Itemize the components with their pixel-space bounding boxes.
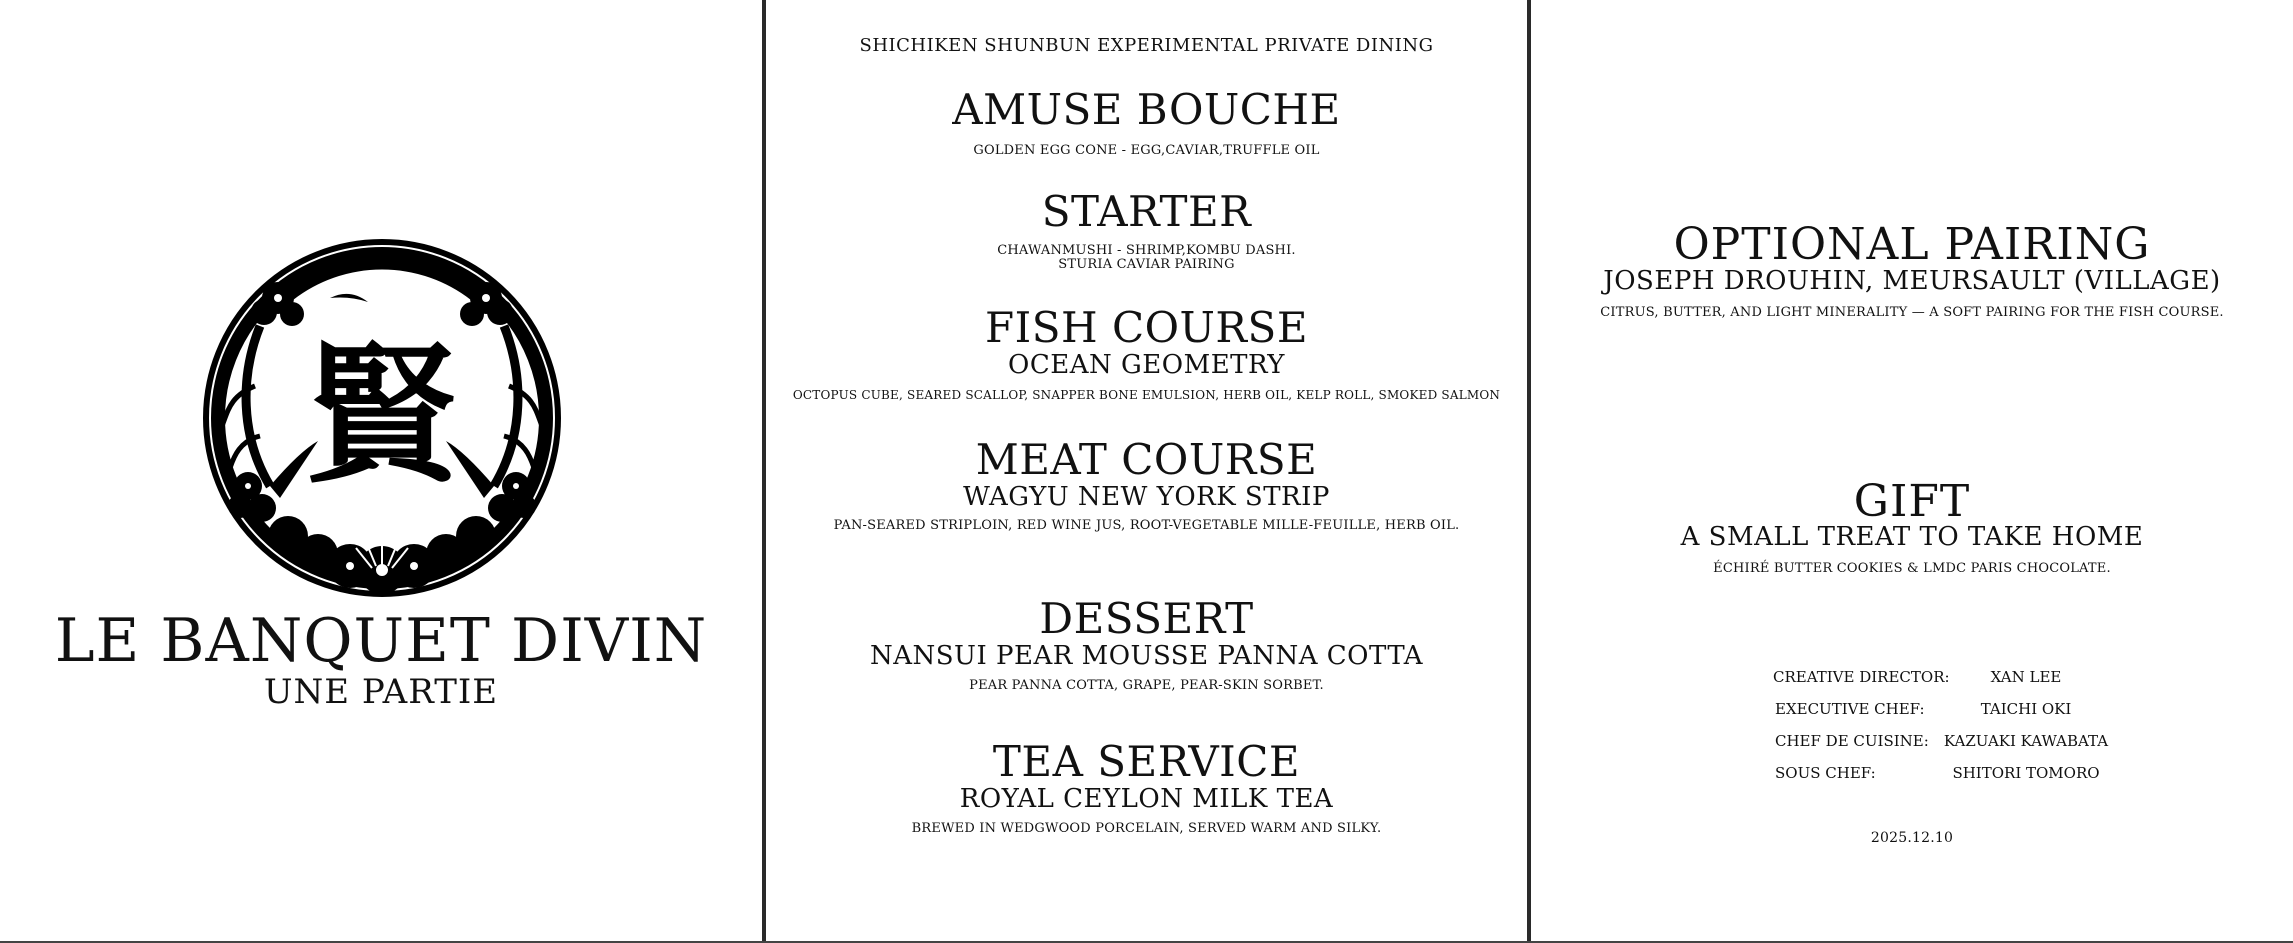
brand-panel (0, 0, 762, 941)
gift-desc: ÉCHIRÉ BUTTER COOKIES & LMDC PARIS CHOCOLATE. (1713, 561, 2111, 576)
gift-title: GIFT (1853, 476, 1971, 527)
menu-header: SHICHIKEN SHUNBUN EXPERIMENTAL PRIVATE DINING (859, 35, 1434, 56)
extras-panel (1531, 0, 2293, 941)
section-title-starter: STARTER (1041, 187, 1252, 236)
section-desc-starter-2: STURIA CAVIAR PAIRING (1058, 257, 1235, 272)
gift-subtitle: A SMALL TREAT TO TAKE HOME (1680, 522, 2144, 552)
event-date: 2025.12.10 (1870, 830, 1954, 846)
section-subtitle-tea-service: ROYAL CEYLON MILK TEA (959, 784, 1334, 814)
pairing-subtitle: JOSEPH DROUHIN, MEURSAULT (VILLAGE) (1603, 266, 2221, 296)
section-title-amuse-bouche: AMUSE BOUCHE (952, 85, 1341, 134)
section-subtitle-dessert: NANSUI PEAR MOUSSE PANNA COTTA (869, 641, 1424, 671)
section-title-tea-service: TEA SERVICE (992, 737, 1301, 786)
credit-name: SHITORI TOMORO (1952, 764, 2100, 782)
section-title-dessert: DESSERT (1039, 594, 1254, 643)
section-desc-meat-course: PAN-SEARED STRIPLOIN, RED WINE JUS, ROOT-VEGETABLE MILLE-FEUILLE, HERB OIL. (833, 518, 1460, 533)
pairing-desc: CITRUS, BUTTER, AND LIGHT MINERALITY — A SOFT PAIRING FOR THE FISH COURSE. (1600, 305, 2224, 320)
section-subtitle-meat-course: WAGYU NEW YORK STRIP (963, 482, 1330, 512)
menu-panel (766, 0, 1527, 941)
credit-name: TAICHI OKI (1980, 700, 2072, 718)
brand-subtitle: UNE PARTIE (263, 672, 499, 712)
section-subtitle-fish-course: OCEAN GEOMETRY (1008, 350, 1285, 380)
credit-role: CREATIVE DIRECTOR: (1773, 668, 1950, 686)
section-desc-dessert: PEAR PANNA COTTA, GRAPE, PEAR-SKIN SORBET. (969, 678, 1324, 693)
credit-role: CHEF DE CUISINE: (1775, 732, 1929, 750)
section-title-fish-course: FISH COURSE (984, 303, 1308, 352)
credit-role: SOUS CHEF: (1775, 764, 1876, 782)
credit-name: KAZUAKI KAWABATA (1943, 732, 2109, 750)
section-desc-tea-service: BREWED IN WEDGWOOD PORCELAIN, SERVED WARM AND SILKY. (911, 821, 1382, 836)
section-desc-starter-1: CHAWANMUSHI - SHRIMP,KOMBU DASHI. (997, 243, 1296, 258)
pairing-title: OPTIONAL PAIRING (1673, 219, 2151, 270)
credit-role: EXECUTIVE CHEF: (1775, 700, 1925, 718)
credit-name: XAN LEE (1990, 668, 2062, 686)
logo-kanji: 賢 (306, 330, 458, 504)
section-desc-fish-course: OCTOPUS CUBE, SEARED SCALLOP, SNAPPER BONE EMULSION, HERB OIL, KELP ROLL, SMOKED SALMON (792, 388, 1501, 402)
kanji-emblem-logo (200, 236, 564, 600)
section-desc-amuse-bouche: GOLDEN EGG CONE - EGG,CAVIAR,TRUFFLE OIL (973, 143, 1320, 158)
brand-title: LE BANQUET DIVIN (54, 606, 708, 676)
section-title-meat-course: MEAT COURSE (975, 435, 1318, 484)
